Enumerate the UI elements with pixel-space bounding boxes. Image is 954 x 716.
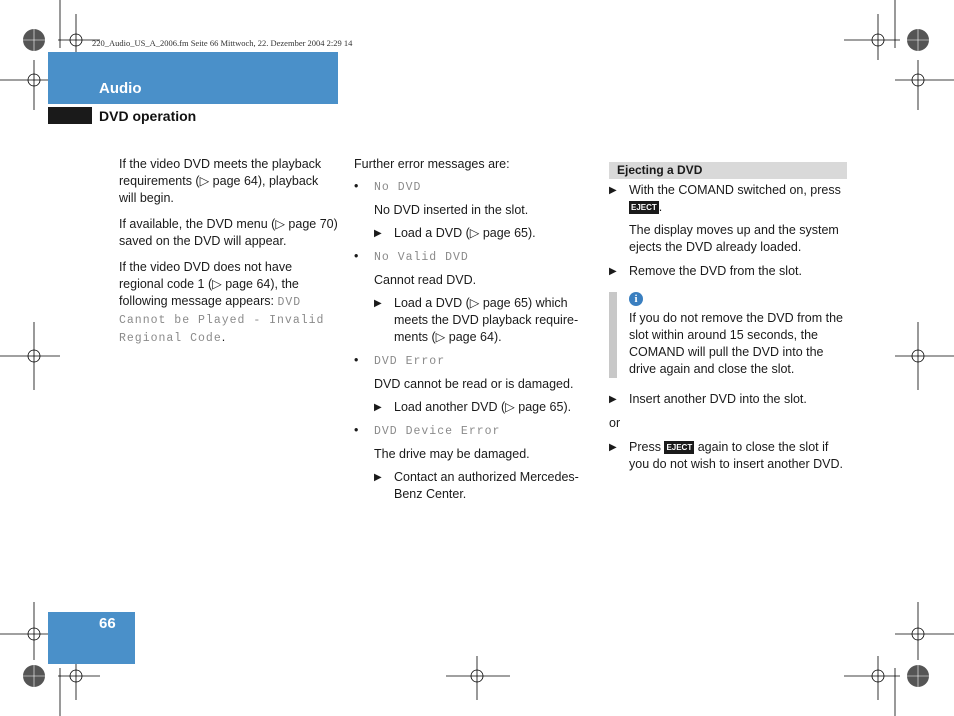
action-step [609, 182, 849, 216]
bullet-dot: • [354, 353, 359, 367]
section-header-band [48, 52, 338, 104]
or-text: or [609, 416, 621, 430]
intro-text: Further error messages are: [354, 157, 510, 171]
section-title: Audio [99, 80, 142, 97]
action-step [374, 469, 584, 503]
bullet-dot: • [354, 423, 359, 437]
arrow-icon: ▶ [609, 394, 617, 405]
error-description: No DVD inserted in the slot. [374, 203, 529, 217]
error-code: No Valid DVD [374, 251, 469, 264]
error-item [354, 248, 584, 266]
period: . [221, 330, 226, 344]
action-text: Insert another DVD into the slot. [629, 392, 807, 406]
action-text: With the COMAND switched on, press [629, 183, 841, 197]
action-step [374, 225, 584, 242]
page-number-band [48, 612, 135, 664]
column-3 [609, 182, 849, 473]
subsection-marker [48, 107, 92, 124]
paragraph-text: If the video DVD does not have regional code 1 (▷ page 64), the following message appears: [119, 260, 299, 308]
error-code: DVD Error [374, 355, 446, 368]
action-step [609, 263, 849, 280]
arrow-icon: ▶ [609, 442, 617, 453]
error-item [354, 352, 584, 370]
arrow-icon: ▶ [609, 185, 617, 196]
paragraph [119, 259, 339, 347]
arrow-icon: ▶ [374, 472, 382, 483]
section-heading: Ejecting a DVD [609, 162, 847, 179]
period: . [658, 200, 663, 214]
error-description: DVD cannot be read or is damaged. [374, 377, 574, 391]
error-code: No DVD [374, 181, 422, 194]
error-item [354, 422, 584, 440]
action-text: Press [629, 440, 661, 454]
error-description: The drive may be damaged. [374, 447, 530, 461]
error-description: Cannot read DVD. [374, 273, 477, 287]
bullet-dot: • [354, 179, 359, 193]
arrow-icon: ▶ [374, 228, 382, 239]
action-text: Load a DVD (▷ page 65) which meets the DVD playback require-ments (▷ page 64). [394, 296, 579, 344]
error-code: DVD Device Error [374, 425, 501, 438]
eject-key: EJECT [666, 443, 693, 453]
error-item [354, 178, 584, 196]
info-box [609, 292, 849, 378]
column-2 [354, 156, 584, 503]
action-step [609, 439, 849, 473]
column-1 [119, 156, 339, 356]
step-note: The display moves up and the system ejects the DVD already loaded. [629, 223, 839, 254]
action-text: Load another DVD (▷ page 65). [394, 400, 572, 414]
bullet-dot: • [354, 249, 359, 263]
paragraph: If the video DVD meets the playback requirements (▷ page 64), playback will begin. [119, 157, 322, 205]
info-icon: i [629, 292, 643, 306]
page-number: 66 [99, 615, 116, 632]
action-text: Load a DVD (▷ page 65). [394, 226, 536, 240]
info-text: If you do not remove the DVD from the slot within around 15 seconds, the COMAND will pull the DVD into the drive again and close the slot. [629, 311, 843, 376]
action-text: again to close the slot if you do not wish to insert another DVD. [629, 440, 844, 471]
arrow-icon: ▶ [374, 402, 382, 413]
file-info-line: 220_Audio_US_A_2006.fm Seite 66 Mittwoch, 22. Dezember 2004 2:29 14 [92, 38, 353, 48]
action-step [374, 295, 584, 346]
arrow-icon: ▶ [609, 266, 617, 277]
action-step [609, 391, 849, 408]
eject-key: EJECT [631, 203, 657, 213]
action-text: Contact an authorized Mercedes-Benz Center. [394, 470, 579, 501]
paragraph: If available, the DVD menu (▷ page 70) saved on the DVD will appear. [119, 217, 338, 248]
subsection-title: DVD operation [99, 108, 197, 124]
action-text: Remove the DVD from the slot. [629, 264, 802, 278]
display-message: DVD Cannot be Played - Invalid Regional Code [119, 296, 325, 345]
arrow-icon: ▶ [374, 298, 382, 309]
action-step [374, 399, 584, 416]
